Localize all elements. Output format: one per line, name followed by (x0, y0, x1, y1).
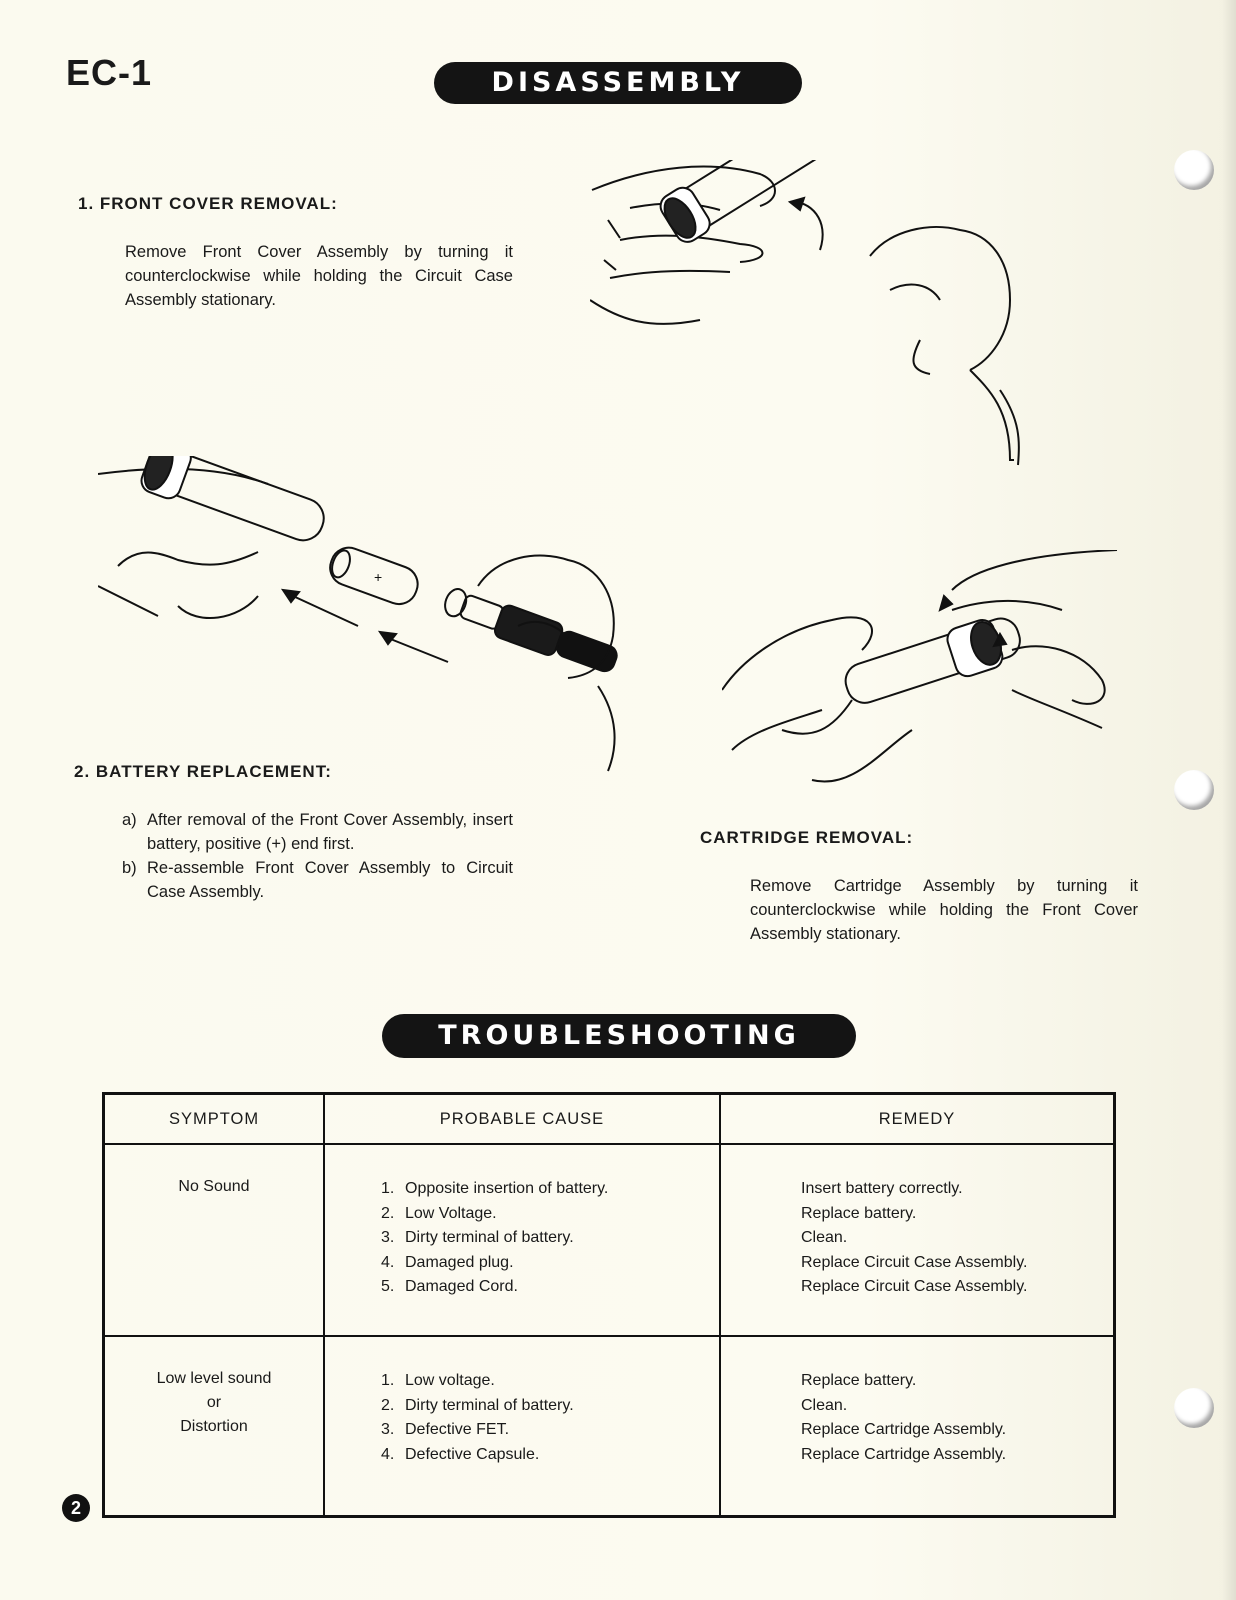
binder-hole-bottom (1174, 1388, 1214, 1428)
symptom-text: No Sound (178, 1178, 250, 1195)
cause-item: 1. Low voltage. (381, 1372, 495, 1389)
battery-replacement-illustration (98, 456, 638, 786)
cause-item: 2. Dirty terminal of battery. (381, 1396, 574, 1414)
battery-step-b: Re-assemble Front Cover Assembly to Circuit Case Assembly. (147, 859, 513, 901)
symptom-text: Low level sound (156, 1370, 272, 1387)
header-remedy: REMEDY (720, 1094, 1115, 1145)
symptom-text: Distortion (180, 1418, 248, 1435)
remedy-item: Replace battery. (801, 1372, 917, 1389)
cause-item: 1. Opposite insertion of battery. (381, 1180, 609, 1197)
header-symptom: SYMPTOM (104, 1094, 325, 1145)
battery-step-b-marker: b) (122, 859, 137, 877)
table-row (104, 1144, 1115, 1336)
remedy-item: Insert battery correctly. (801, 1180, 963, 1197)
cartridge-removal-illustration (722, 550, 1142, 790)
troubleshooting-banner: TROUBLESHOOTING (382, 1014, 856, 1058)
remedy-item: Replace battery. (801, 1204, 917, 1222)
cause-item: 4. Defective Capsule. (381, 1445, 540, 1463)
page-number: 2 (62, 1494, 90, 1522)
cause-item: 4. Damaged plug. (381, 1253, 514, 1271)
table-header-row (104, 1094, 1115, 1145)
remedy-item: Clean. (801, 1396, 848, 1414)
cartridge-text: Remove Cartridge Assembly by turning it counterclockwise while holding the Front Cover Assembly stationary. (750, 877, 1138, 943)
troubleshooting-table (102, 1092, 1116, 1518)
remedy-item: Replace Circuit Case Assembly. (801, 1253, 1028, 1271)
svg-text:+: + (374, 569, 383, 585)
cause-item: 2. Low Voltage. (381, 1204, 497, 1222)
battery-step-a: After removal of the Front Cover Assembly, insert battery, positive (+) end first. (147, 811, 513, 853)
cause-item: 5. Damaged Cord. (381, 1278, 518, 1295)
symptom-cell (104, 1336, 325, 1517)
header-probable-cause: PROBABLE CAUSE (324, 1094, 720, 1145)
binder-hole-middle (1174, 770, 1214, 810)
battery-step-a-marker: a) (122, 811, 137, 829)
front-cover-heading: 1. FRONT COVER REMOVAL: (78, 194, 338, 213)
remedy-item: Replace Circuit Case Assembly. (801, 1278, 1028, 1295)
remedy-item: Replace Cartridge Assembly. (801, 1421, 1007, 1438)
remedy-cell (720, 1144, 1115, 1336)
document-code: EC-1 (66, 52, 153, 93)
cause-cell (324, 1144, 720, 1336)
battery-heading: 2. BATTERY REPLACEMENT: (74, 762, 332, 781)
remedy-cell (720, 1336, 1115, 1517)
disassembly-banner: DISASSEMBLY (434, 62, 802, 104)
binder-hole-top (1174, 150, 1214, 190)
symptom-cell (104, 1144, 325, 1336)
cause-item: 3. Dirty terminal of battery. (381, 1229, 574, 1246)
remedy-item: Replace Cartridge Assembly. (801, 1445, 1007, 1463)
symptom-text: or (206, 1394, 222, 1411)
page-edge-shadow (1222, 0, 1236, 1600)
front-cover-text: Remove Front Cover Assembly by turning it counterclockwise while holding the Circuit Case Assembly stationary. (125, 243, 513, 309)
remedy-item: Clean. (801, 1229, 848, 1246)
table-row (104, 1336, 1115, 1517)
cause-cell (324, 1336, 720, 1517)
front-cover-removal-illustration (590, 160, 1050, 480)
cause-item: 3. Defective FET. (381, 1421, 510, 1438)
cartridge-heading: CARTRIDGE REMOVAL: (700, 828, 914, 847)
